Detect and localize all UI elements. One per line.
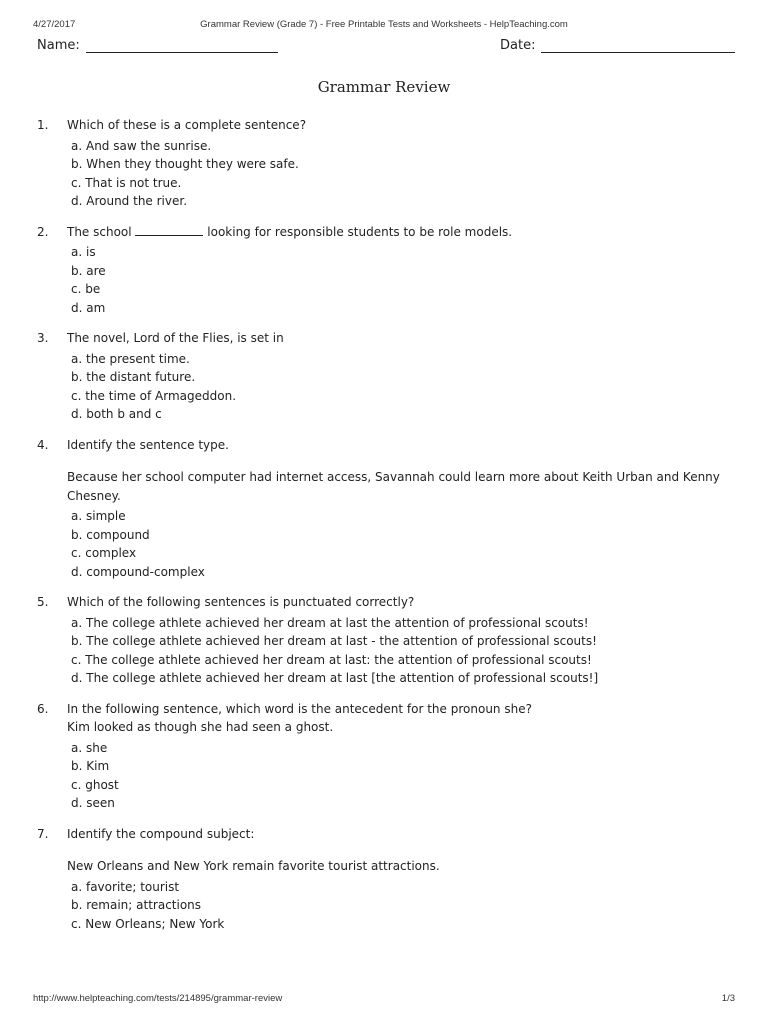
question-6 xyxy=(0,700,768,813)
answer-choice: a. she xyxy=(71,740,108,755)
answer-choice: b. remain; attractions xyxy=(71,898,202,912)
question-example-sentence: Kim looked as though she had seen a ghost. xyxy=(67,720,334,734)
answer-choices xyxy=(71,507,732,581)
answer-choice: d. seen xyxy=(71,796,115,810)
answer-choice: a. the present time. xyxy=(71,351,190,366)
answer-choice: c. ghost xyxy=(71,777,119,792)
print-date: 4/27/2017 xyxy=(33,19,76,30)
answer-choice: c. That is not true. xyxy=(71,175,182,190)
fill-in-blank xyxy=(135,224,203,236)
answer-choice: b. are xyxy=(71,263,106,278)
question-number: 7. xyxy=(37,826,49,841)
answer-choice: b. compound xyxy=(71,527,150,542)
answer-choice: c. the time of Armageddon. xyxy=(71,388,237,403)
answer-choice: a. favorite; tourist xyxy=(71,879,180,894)
answer-choices xyxy=(71,878,732,934)
question-stem: In the following sentence, which word is the antecedent for the pronoun she? xyxy=(67,701,532,716)
question-number: 2. xyxy=(37,224,49,239)
question-stem: Identify the sentence type. xyxy=(67,437,229,452)
answer-choice: a. simple xyxy=(71,509,126,523)
answer-choices xyxy=(71,243,732,317)
question-7 xyxy=(0,825,768,934)
stem-before-blank: The school xyxy=(67,224,132,239)
print-page-title: Grammar Review (Grade 7) - Free Printable Tests and Worksheets - HelpTeaching.com xyxy=(200,19,568,30)
answer-choice: b. The college athlete achieved her dream at last - the attention of professional scouts! xyxy=(71,634,597,648)
question-stem xyxy=(67,223,732,242)
question-passage: New Orleans and New York remain favorite tourist attractions. xyxy=(67,859,440,873)
question-stem: The novel, Lord of the Flies, is set in xyxy=(67,331,284,345)
answer-choice: d. both b and c xyxy=(71,407,162,421)
name-label: Name: xyxy=(37,38,80,53)
answer-choice: d. am xyxy=(71,300,106,315)
print-header xyxy=(33,19,735,31)
answer-choice: c. complex xyxy=(71,546,137,560)
answer-choice: c. The college athlete achieved her dream at last: the attention of professional scouts! xyxy=(71,652,592,667)
print-footer xyxy=(33,993,735,1005)
answer-choices xyxy=(71,739,732,813)
answer-choice: d. The college athlete achieved her dream at last [the attention of professional scouts!] xyxy=(71,671,599,685)
print-url: http://www.helpteaching.com/tests/214895/grammar-review xyxy=(33,993,283,1004)
question-4 xyxy=(0,436,768,582)
question-passage: Because her school computer had internet access, Savannah could learn more about Keith Urban and Kenny Chesney. xyxy=(67,470,720,503)
answer-choice: b. Kim xyxy=(71,759,110,773)
answer-choice: a. is xyxy=(71,245,96,259)
answer-choice: d. compound-complex xyxy=(71,564,205,579)
answer-choice: b. When they thought they were safe. xyxy=(71,157,299,171)
name-field xyxy=(37,38,278,53)
question-5 xyxy=(0,593,768,688)
answer-choice: d. Around the river. xyxy=(71,194,188,208)
page-number: 1/3 xyxy=(721,993,735,1004)
worksheet-title: Grammar Review xyxy=(317,78,451,96)
name-blank-line xyxy=(86,38,278,53)
stem-after-blank: looking for responsible students to be role models. xyxy=(207,224,513,239)
question-number: 6. xyxy=(37,701,49,716)
answer-choice: a. The college athlete achieved her dream at last the attention of professional scouts! xyxy=(71,615,589,630)
question-stem: Which of these is a complete sentence? xyxy=(67,118,307,132)
question-stem: Which of the following sentences is punctuated correctly? xyxy=(67,595,415,609)
answer-choice: b. the distant future. xyxy=(71,370,196,384)
question-number: 1. xyxy=(37,118,49,132)
question-1 xyxy=(0,116,768,211)
answer-choice: a. And saw the sunrise. xyxy=(71,138,212,153)
date-label: Date: xyxy=(500,38,536,53)
answer-choice: c. New Orleans; New York xyxy=(71,916,225,931)
question-stem: Identify the compound subject: xyxy=(67,826,255,841)
answer-choices xyxy=(71,137,732,211)
date-blank-line xyxy=(541,38,735,53)
answer-choices xyxy=(71,350,732,424)
question-2 xyxy=(0,223,768,318)
date-field xyxy=(500,38,735,53)
question-number: 5. xyxy=(37,595,49,609)
question-3 xyxy=(0,329,768,424)
answer-choice: c. be xyxy=(71,282,101,296)
question-number: 4. xyxy=(37,437,49,452)
question-number: 3. xyxy=(37,331,49,345)
answer-choices xyxy=(71,614,732,688)
question-list xyxy=(0,116,768,945)
